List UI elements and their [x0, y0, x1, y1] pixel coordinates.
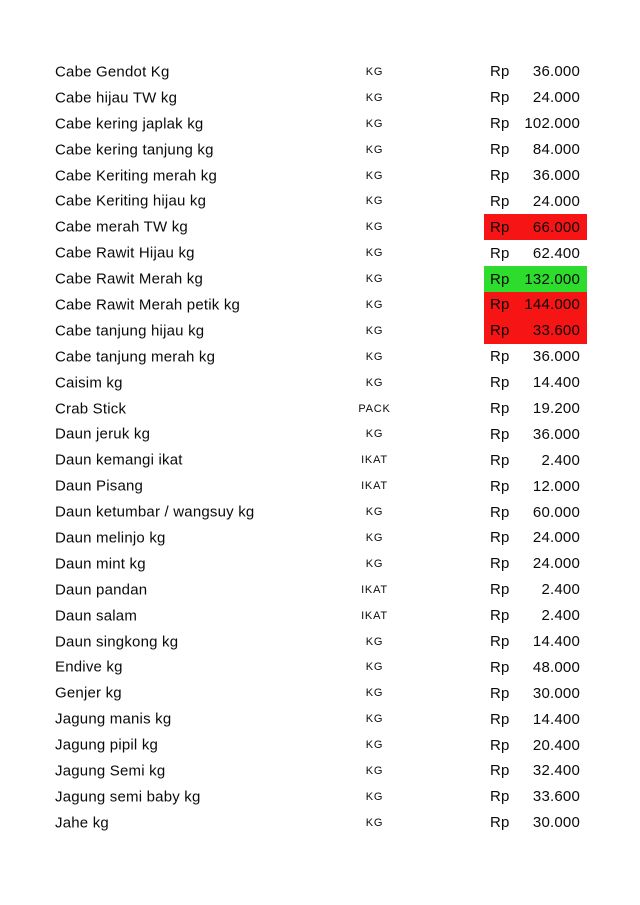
item-unit: KG: [365, 687, 384, 700]
item-name: Genjer kg: [55, 684, 122, 702]
item-name: Daun kemangi ikat: [55, 451, 183, 469]
item-name: Cabe Gendot Kg: [55, 63, 170, 81]
item-name: Crab Stick: [55, 400, 127, 418]
item-price: [484, 447, 587, 473]
price-list: [0, 59, 640, 836]
currency-prefix: Rp: [490, 322, 510, 340]
table-row: [0, 680, 640, 706]
item-price: [484, 396, 587, 422]
item-name: Jahe kg: [55, 814, 109, 832]
table-row: [0, 577, 640, 603]
price-amount: 19.200: [532, 400, 580, 418]
table-row: [0, 810, 640, 836]
price-amount: 24.000: [532, 555, 580, 573]
table-row: [0, 85, 640, 111]
currency-prefix: Rp: [490, 503, 510, 521]
item-unit: KG: [365, 739, 384, 752]
item-name: Endive kg: [55, 658, 123, 676]
currency-prefix: Rp: [490, 141, 510, 159]
item-price: [484, 525, 587, 551]
price-amount: 2.400: [541, 451, 580, 469]
price-amount: 60.000: [532, 503, 580, 521]
item-price: [484, 577, 587, 603]
item-unit: KG: [365, 713, 384, 726]
item-name: Cabe Keriting hijau kg: [55, 192, 207, 210]
item-price: [484, 551, 587, 577]
item-name: Cabe Rawit Merah petik kg: [55, 296, 241, 314]
table-row: [0, 551, 640, 577]
price-amount: 14.400: [532, 374, 580, 392]
currency-prefix: Rp: [490, 736, 510, 754]
item-name: Cabe kering japlak kg: [55, 115, 204, 133]
currency-prefix: Rp: [490, 89, 510, 107]
price-amount: 102.000: [524, 115, 580, 133]
price-amount: 24.000: [532, 89, 580, 107]
price-amount: 30.000: [532, 814, 580, 832]
item-price: [484, 706, 587, 732]
currency-prefix: Rp: [490, 788, 510, 806]
table-row: [0, 603, 640, 629]
item-price: [484, 784, 587, 810]
table-row: [0, 447, 640, 473]
price-amount: 62.400: [532, 244, 580, 262]
currency-prefix: Rp: [490, 658, 510, 676]
price-amount: 33.600: [532, 322, 580, 340]
item-price: [484, 654, 587, 680]
table-row: [0, 240, 640, 266]
item-price: [484, 370, 587, 396]
item-unit: KG: [365, 324, 384, 337]
item-name: Cabe hijau TW kg: [55, 89, 178, 107]
currency-prefix: Rp: [490, 374, 510, 392]
currency-prefix: Rp: [490, 581, 510, 599]
table-row: [0, 706, 640, 732]
item-name: Cabe Rawit Merah kg: [55, 270, 204, 288]
currency-prefix: Rp: [490, 167, 510, 184]
item-name: Daun jeruk kg: [55, 425, 151, 443]
currency-prefix: Rp: [490, 555, 510, 573]
price-amount: 12.000: [532, 477, 580, 495]
table-row: [0, 732, 640, 758]
price-amount: 66.000: [532, 218, 580, 236]
price-amount: 32.400: [532, 762, 580, 780]
table-row: [0, 784, 640, 810]
table-row: [0, 59, 640, 85]
currency-prefix: Rp: [490, 63, 510, 81]
item-price: [484, 188, 587, 214]
currency-prefix: Rp: [490, 115, 510, 133]
item-name: Daun singkong kg: [55, 633, 179, 651]
table-row: [0, 111, 640, 137]
table-row: [0, 266, 640, 292]
item-unit: KG: [365, 816, 384, 829]
table-row: [0, 188, 640, 214]
item-unit: KG: [365, 91, 384, 104]
item-name: Jagung semi baby kg: [55, 788, 201, 806]
item-name: Cabe Rawit Hijau kg: [55, 244, 195, 262]
item-name: Jagung pipil kg: [55, 736, 159, 754]
price-amount: 48.000: [532, 658, 580, 676]
table-row: [0, 214, 640, 240]
item-price: [484, 137, 587, 163]
currency-prefix: Rp: [490, 296, 510, 314]
item-name: Jagung Semi kg: [55, 762, 166, 780]
table-row: [0, 758, 640, 784]
table-row: [0, 344, 640, 370]
item-price: [484, 292, 587, 318]
currency-prefix: Rp: [490, 400, 510, 418]
currency-prefix: Rp: [490, 451, 510, 469]
currency-prefix: Rp: [490, 762, 510, 780]
item-price: [484, 214, 587, 240]
price-amount: 14.400: [532, 633, 580, 651]
item-unit: KG: [365, 764, 384, 777]
price-amount: 24.000: [532, 192, 580, 210]
item-unit: KG: [365, 117, 384, 130]
price-amount: 14.400: [532, 710, 580, 728]
item-price: [484, 629, 587, 655]
currency-prefix: Rp: [490, 607, 510, 625]
item-unit: KG: [365, 273, 384, 286]
item-unit: KG: [365, 557, 384, 570]
price-amount: 24.000: [532, 529, 580, 547]
item-unit: KG: [365, 506, 384, 519]
item-price: [484, 810, 587, 836]
item-price: [484, 111, 587, 137]
table-row: [0, 292, 640, 318]
table-row: [0, 421, 640, 447]
item-unit: KG: [365, 531, 384, 544]
currency-prefix: Rp: [490, 477, 510, 495]
price-amount: 144.000: [524, 296, 580, 314]
item-price: [484, 85, 587, 111]
price-amount: 20.400: [532, 736, 580, 754]
price-amount: 84.000: [532, 141, 580, 159]
item-unit: KG: [365, 221, 384, 234]
item-name: Cabe kering tanjung kg: [55, 141, 214, 159]
item-price: [484, 163, 587, 189]
item-unit: KG: [365, 350, 384, 363]
price-amount: 132.000: [524, 270, 580, 288]
item-price: [484, 758, 587, 784]
item-name: Jagung manis kg: [55, 710, 172, 728]
item-name: Daun Pisang: [55, 477, 144, 495]
currency-prefix: Rp: [490, 425, 510, 443]
table-row: [0, 137, 640, 163]
price-amount: 36.000: [532, 63, 580, 81]
table-row: [0, 163, 640, 189]
price-amount: 2.400: [541, 607, 580, 625]
item-unit: KG: [365, 143, 384, 156]
item-price: [484, 732, 587, 758]
item-name: Cabe tanjung merah kg: [55, 348, 216, 366]
item-price: [484, 318, 587, 344]
item-price: [484, 421, 587, 447]
table-row: [0, 396, 640, 422]
item-name: Cabe merah TW kg: [55, 218, 188, 236]
item-name: Daun melinjo kg: [55, 529, 166, 547]
table-row: [0, 499, 640, 525]
item-price: [484, 473, 587, 499]
item-price: [484, 59, 587, 85]
item-price: [484, 680, 587, 706]
item-name: Caisim kg: [55, 374, 123, 392]
item-unit: KG: [365, 169, 384, 182]
item-unit: IKAT: [361, 609, 388, 622]
item-unit: KG: [365, 635, 384, 648]
item-unit: KG: [365, 65, 384, 78]
item-name: Cabe tanjung hijau kg: [55, 322, 205, 340]
item-price: [484, 499, 587, 525]
item-unit: IKAT: [361, 454, 388, 467]
price-amount: 36.000: [532, 167, 580, 184]
item-unit: KG: [365, 661, 384, 674]
currency-prefix: Rp: [490, 710, 510, 728]
item-name: Daun ketumbar / wangsuy kg: [55, 503, 255, 521]
price-amount: 2.400: [541, 581, 580, 599]
table-row: [0, 473, 640, 499]
price-amount: 33.600: [532, 788, 580, 806]
item-unit: KG: [365, 247, 384, 260]
item-name: Daun pandan: [55, 581, 148, 599]
currency-prefix: Rp: [490, 814, 510, 832]
item-price: [484, 344, 587, 370]
item-unit: KG: [365, 790, 384, 803]
item-unit: PACK: [358, 402, 391, 415]
currency-prefix: Rp: [490, 244, 510, 262]
price-amount: 36.000: [532, 425, 580, 443]
item-price: [484, 266, 587, 292]
currency-prefix: Rp: [490, 529, 510, 547]
item-unit: IKAT: [361, 583, 388, 596]
item-price: [484, 240, 587, 266]
item-unit: KG: [365, 298, 384, 311]
item-unit: IKAT: [361, 480, 388, 493]
currency-prefix: Rp: [490, 218, 510, 236]
item-name: Daun mint kg: [55, 555, 146, 573]
currency-prefix: Rp: [490, 684, 510, 702]
price-amount: 30.000: [532, 684, 580, 702]
currency-prefix: Rp: [490, 270, 510, 288]
item-price: [484, 603, 587, 629]
table-row: [0, 525, 640, 551]
item-name: Daun salam: [55, 607, 138, 625]
item-unit: KG: [365, 428, 384, 441]
table-row: [0, 318, 640, 344]
table-row: [0, 629, 640, 655]
item-name: Cabe Keriting merah kg: [55, 167, 217, 184]
item-unit: KG: [365, 376, 384, 389]
currency-prefix: Rp: [490, 633, 510, 651]
price-amount: 36.000: [532, 348, 580, 366]
table-row: [0, 370, 640, 396]
currency-prefix: Rp: [490, 192, 510, 210]
table-row: [0, 654, 640, 680]
currency-prefix: Rp: [490, 348, 510, 366]
item-unit: KG: [365, 195, 384, 208]
